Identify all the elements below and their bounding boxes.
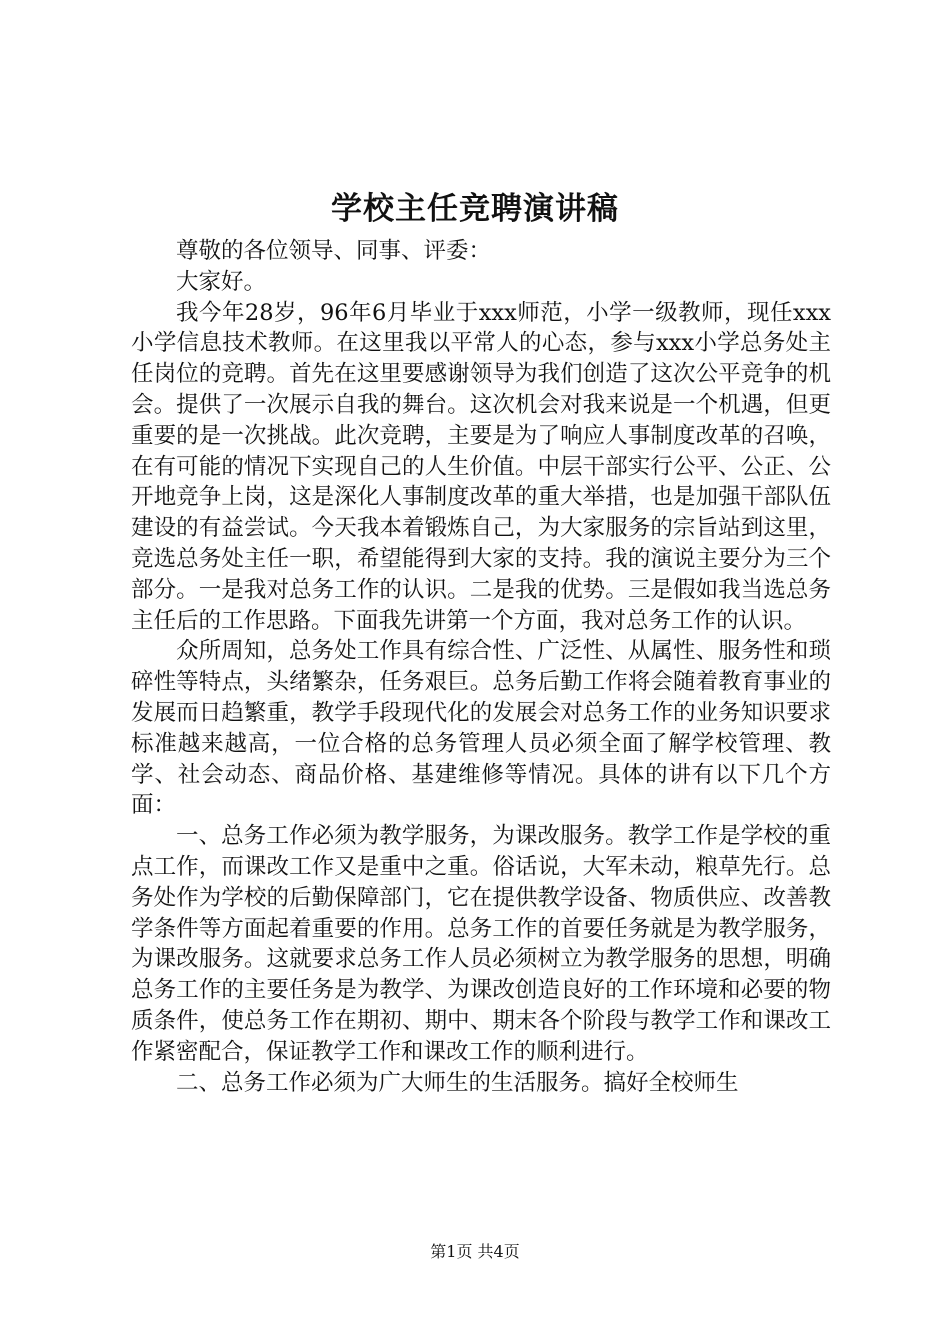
point-one-paragraph: 一、总务工作必须为教学服务，为课改服务。教学工作是学校的重点工作，而课改工作又是重中之重。俗话说，大军未动，粮草先行。总务处作为学校的后勤保障部门，它在提供教学设备、物质供应、改善教学条件等方面起着重要的作用。总务工作的首要任务就是为教学服务，为课改服务。这就要求总务工作人员必须树立为教学服务的思想，明确总务工作的主要任务是为教学、为课改创造良好的工作环境和必要的物质条件，使总务工作在期初、期中、期末各个阶段与教学工作和课改工作紧密配合，保证教学工作和课改工作的顺利进行。 <box>131 823 831 1065</box>
introduction-paragraph: 我今年28岁，96年6月毕业于xxx师范，小学一级教师，现任xxx小学信息技术教师。在这里我以平常人的心态，参与xxx小学总务处主任岗位的竞聘。首先在这里要感谢领导为我们创造了这次公平竞争的机会。提供了一次展示自我的舞台。这次机会对我来说是一个机遇，但更重要的是一次挑战。此次竞聘，主要是为了响应人事制度改革的召唤，在有可能的情况下实现自己的人生价值。中层干部实行公平、公正、公开地竞争上岗，这是深化人事制度改革的重大举措，也是加强干部队伍建设的有益尝试。今天我本着锻炼自己，为大家服务的宗旨站到这里，竞选总务处主任一职，希望能得到大家的支持。我的演说主要分为三个部分。一是我对总务工作的认识。二是我的优势。三是假如我当选总务主任后的工作思路。下面我先讲第一个方面，我对总务工作的认识。 <box>131 299 831 634</box>
point-two-paragraph: 二、总务工作必须为广大师生的生活服务。搞好全校师生 <box>176 1069 739 1096</box>
salutation-paragraph: 尊敬的各位领导、同事、评委： <box>176 238 492 264</box>
document-title: 学校主任竞聘演讲稿 <box>331 191 619 227</box>
document-body <box>131 236 831 1098</box>
greeting-paragraph: 大家好。 <box>176 268 267 295</box>
page-number-footer: 第1页 共4页 <box>430 1242 520 1261</box>
overview-paragraph: 众所周知，总务处工作具有综合性、广泛性、从属性、服务性和琐碎性等特点，头绪繁杂，任务艰巨。总务后勤工作将会随着教育事业的发展而日趋繁重，教学手段现代化的发展会对总务工作的业务知识要求标准越来越高，一位合格的总务管理人员必须全面了解学校管理、教学、社会动态、商品价格、基建维修等情况。具体的讲有以下几个方面： <box>131 638 831 819</box>
